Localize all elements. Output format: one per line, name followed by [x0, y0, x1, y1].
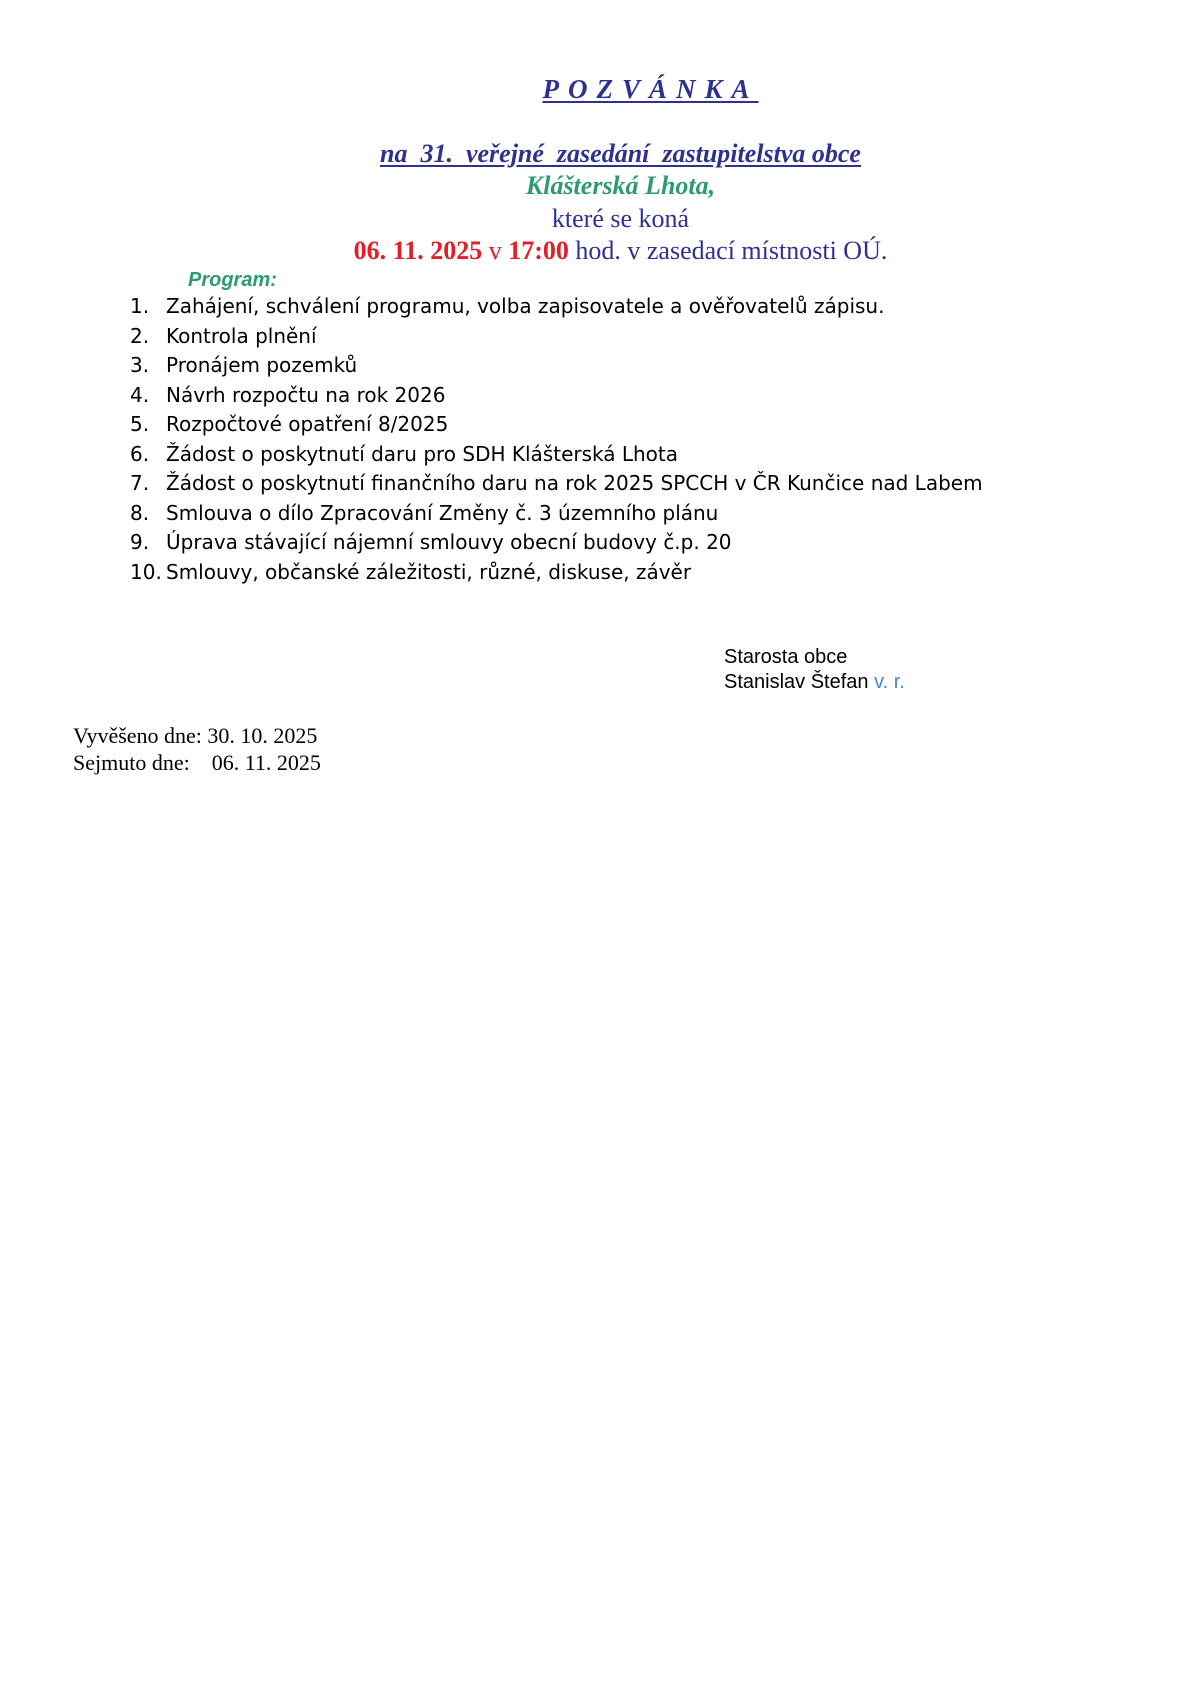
meeting-datetime — [0, 235, 1191, 267]
meeting-date: 06. 11. 2025 — [353, 236, 483, 265]
list-item: 2. Kontrola plnění — [130, 323, 317, 348]
signature-name-line — [724, 670, 905, 695]
list-item: 6. Žádost o poskytnutí daru pro SDH Klášterská Lhota — [130, 441, 679, 466]
meeting-subtitle: na 31. veřejné zasedání zastupitelstva obce — [380, 139, 861, 168]
list-item: 1. Zahájení, schválení programu, volba zapisovatele a ověřovatelů zápisu. — [130, 294, 885, 318]
list-item: 8. Smlouva o dílo Zpracování Změny č. 3 územního plánu — [130, 500, 719, 525]
at-word: v — [488, 236, 502, 265]
document-title: POZVÁNKA — [542, 74, 759, 104]
meeting-time: 17:00 — [508, 236, 569, 265]
list-item: 4. Návrh rozpočtu na rok 2026 — [130, 382, 446, 407]
list-item: 5. Rozpočtové opatření 8/2025 — [130, 412, 449, 436]
signature-vr: v. r. — [874, 671, 905, 693]
list-item: 10. Smlouvy, občanské záležitosti, různé, diskuse, závěr — [130, 559, 692, 584]
signature-block — [724, 645, 905, 695]
removed-line — [73, 749, 321, 776]
signature-role: Starosta obce — [724, 646, 848, 668]
list-item: 9. Úprava stávající nájemní smlouvy obecní budovy č.p. 20 — [130, 530, 732, 554]
removed-label: Sejmuto dne: — [73, 750, 190, 775]
program-label: Program: — [188, 269, 277, 291]
posting-dates — [73, 722, 321, 776]
posted-date: 30. 10. 2025 — [207, 723, 318, 748]
list-item: 7. Žádost o poskytnutí finančního daru na rok 2025 SPCCH v ČR Kunčice nad Labem — [130, 471, 983, 495]
program-list — [130, 292, 983, 587]
posted-line — [73, 722, 321, 749]
meeting-place: hod. v zasedací místnosti OÚ. — [575, 236, 888, 265]
held-line: které se koná — [551, 204, 690, 233]
signature-name: Stanislav Štefan — [724, 671, 869, 693]
posted-label: Vyvěšeno dne: — [73, 723, 202, 748]
village-name: Klášterská Lhota, — [525, 171, 716, 200]
list-item: 3. Pronájem pozemků — [130, 353, 358, 377]
removed-date: 06. 11. 2025 — [211, 750, 321, 775]
